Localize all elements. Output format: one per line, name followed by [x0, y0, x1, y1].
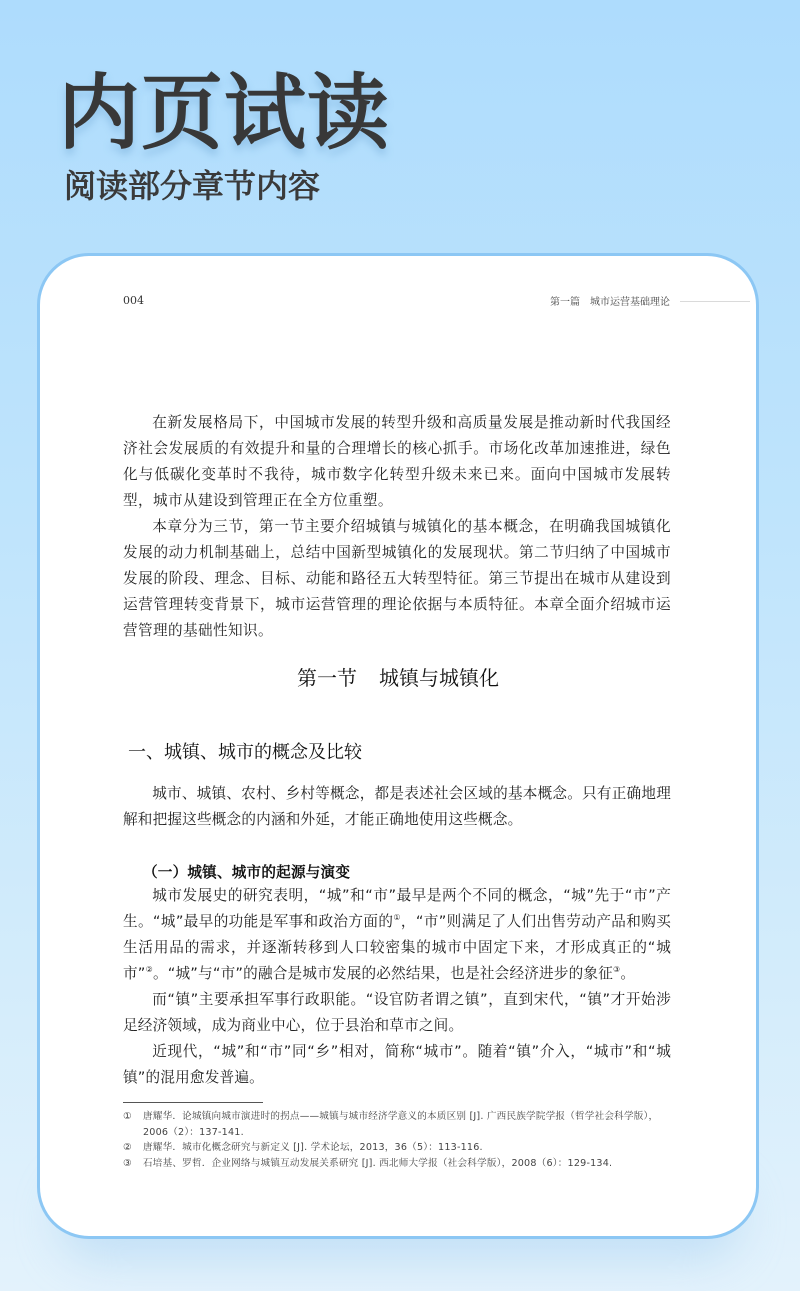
body-paragraph: 近现代，“城”和“市”同“乡”相对，简称“城市”。随着“镇”介入，“城市”和“城镇”的混用愈发普遍。 — [123, 1043, 671, 1086]
footnote-text: 唐耀华．论城镇向城市演进时的拐点——城镇与城市经济学意义的本质区别 [J]. 广西民族学院学报（哲学社会科学版），2006（2）：137-141. — [143, 1111, 659, 1138]
page-number: 004 — [123, 294, 144, 307]
footnotes — [123, 1109, 683, 1171]
footnote — [123, 1156, 683, 1172]
footnote-text: 石培基、罗哲．企业网络与城镇互动发展关系研究 [J]. 西北师大学报（社会科学版），2008（6）：129-134. — [143, 1157, 613, 1169]
footnote-mark: ① — [123, 1111, 132, 1122]
book-page — [40, 256, 756, 1236]
body-paragraph: 而“镇”主要承担军事行政职能。“设官防者谓之镇”，直到宋代，“镇”才开始涉足经济领域，成为商业中心，位于县治和草市之间。 — [123, 991, 671, 1034]
subsection-paragraph: 城市、城镇、农村、乡村等概念，都是表述社会区域的基本概念。只有正确地理解和把握这些概念的内涵和外延，才能正确地使用这些概念。 — [123, 785, 671, 828]
footnote-text: 唐耀华．城市化概念研究与新定义 [J]. 学术论坛，2013，36（5）：113-116. — [143, 1142, 483, 1153]
subsection-title: 一、城镇、城市的概念及比较 — [128, 742, 362, 763]
section-number: 第一节 — [297, 666, 357, 690]
section-title — [40, 662, 756, 691]
running-head-title: 城市运营基础理论 — [590, 297, 670, 308]
footnote-ref[interactable]: ③ — [613, 965, 621, 974]
footnote-ref[interactable]: ① — [393, 913, 401, 922]
book-page-card — [37, 253, 759, 1239]
chapter-intro — [123, 410, 671, 644]
running-head — [550, 293, 670, 308]
section-name: 城镇与城镇化 — [379, 666, 499, 690]
footnote-mark: ③ — [123, 1157, 132, 1169]
subsection-body — [123, 781, 671, 833]
footnote — [123, 1140, 683, 1156]
body-paragraph: 城市发展史的研究表明，“城”和“市”最早是两个不同的概念，“城”先于“市”产生。“城”最早的功能是军事和政治方面的①，“市”则满足了人们出售劳动产品和购买生活用品的需求，并逐渐转移到人口较密集的城市中固定下来，才形成真正的“城市”②。“城”与“市”的融合是城市发展的必然结果，也是社会经济进步的象征③。 — [123, 887, 671, 982]
running-head-rule — [680, 301, 750, 302]
running-head-part: 第一篇 — [550, 297, 580, 308]
banner-subtitle: 阅读部分章节内容 — [64, 167, 321, 205]
footnote-divider — [123, 1102, 263, 1103]
banner-title: 内页试读 — [58, 66, 391, 161]
intro-paragraph: 本章分为三节，第一节主要介绍城镇与城镇化的基本概念，在明确我国城镇化发展的动力机制基础上，总结中国新型城镇化的发展现状。第二节归纳了中国城市发展的阶段、理念、目标、动能和路径五大转型特征。第三节提出在城市从建设到运营管理转变背景下，城市运营管理的理论依据与本质特征。本章全面介绍城市运营管理的基础性知识。 — [123, 518, 671, 639]
sub-subsection-body — [123, 883, 671, 1091]
footnote — [123, 1109, 683, 1140]
footnote-mark: ② — [123, 1142, 132, 1153]
footnote-ref[interactable]: ② — [145, 965, 153, 974]
intro-paragraph: 在新发展格局下，中国城市发展的转型升级和高质量发展是推动新时代我国经济社会发展质的有效提升和量的合理增长的核心抓手。市场化改革加速推进，绿色化与低碳化变革时不我待，城市数字化转型升级未来已来。面向中国城市发展转型，城市从建设到管理正在全方位重塑。 — [123, 414, 671, 509]
sub-subsection-title: （一）城镇、城市的起源与演变 — [143, 864, 351, 881]
